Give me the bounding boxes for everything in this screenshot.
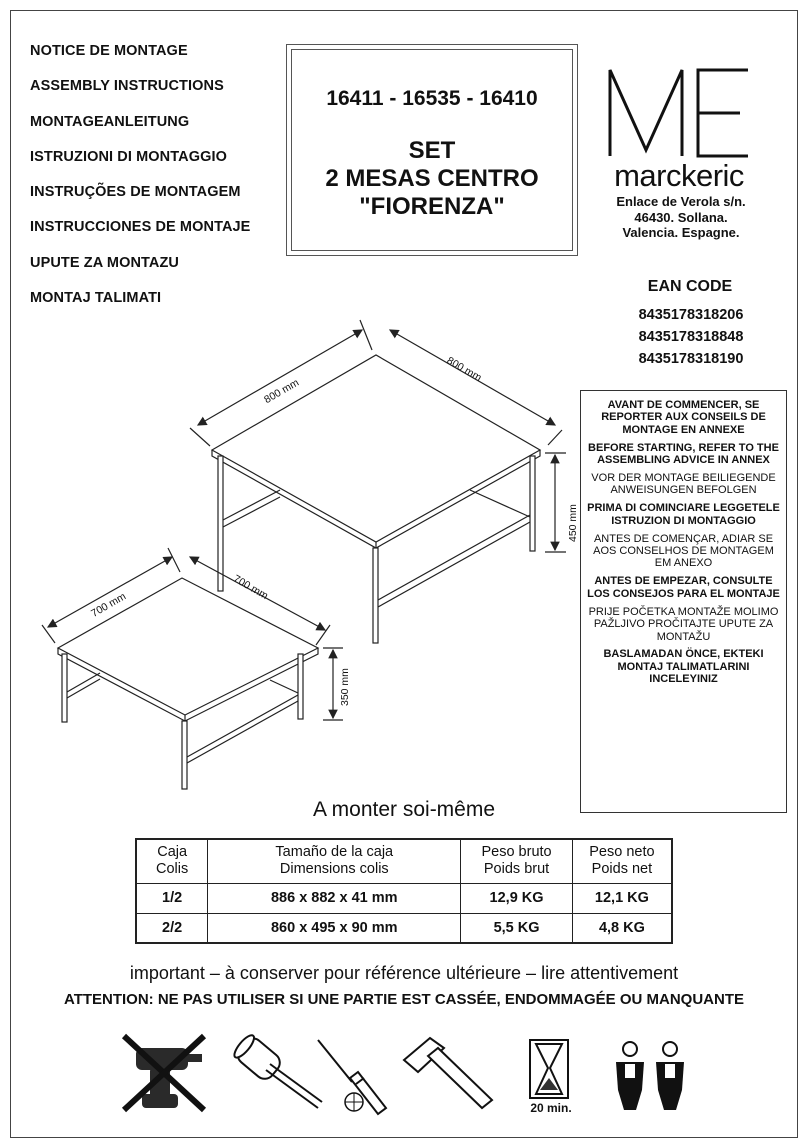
table-cell: 12,1 KG [572,883,672,913]
table-cell: 2/2 [136,913,208,943]
large-width-label: 800 mm [262,376,302,407]
tables-diagram [30,315,579,795]
notice-fr: AVANT DE COMMENCER, SE REPORTER AUX CONSEILS DE MONTAGE EN ANNEXE [601,399,766,436]
notice-de: VOR DER MONTAGE BEILIEGENDE ANWEISUNGEN BEFOLGEN [591,472,776,497]
brand-name: marckeric [614,158,744,193]
small-table-top [58,578,318,715]
product-codes: 16411 - 16535 - 16410 [326,87,538,110]
lang-es: INSTRUCCIONES DE MONTAJE [30,219,251,235]
lang-fr: NOTICE DE MONTAGE [30,43,188,59]
small-width-label: 700 mm [89,590,129,620]
table-header-row [136,839,672,883]
brand-address: Enlace de Verola s/n. 46430. Sollana. Valencia. Espagne. [616,194,746,240]
lang-pt: INSTRUÇÕES DE MONTAGEM [30,184,241,200]
ean-code: 8435178318848 [638,329,744,345]
ean-code: 8435178318190 [638,351,744,367]
small-height-label: 350 mm [339,668,351,706]
table-cell: 1/2 [136,883,208,913]
small-table-leg [298,654,303,719]
lang-en: ASSEMBLY INSTRUCTIONS [30,78,224,94]
notice-pt: ANTES DE COMENÇAR, ADIAR SE AOS CONSELHOS DE MONTAGEM EM ANEXO [593,532,774,570]
large-table-top [212,355,540,542]
large-table-leg [218,456,223,591]
ean-code: 8435178318206 [638,307,744,323]
header-cell: Tamaño de la caja Dimensions colis [208,839,461,883]
large-table-leg [530,456,535,551]
notice-it: PRIMA DI COMINCIARE LEGGETELE ISTRUZION DI MONTAGGIO [587,502,780,527]
lang-tr: MONTAJ TALIMATI [30,290,162,306]
notice-en: BEFORE STARTING, REFER TO THE ASSEMBLING ADVICE IN ANNEX [588,441,779,467]
notice-es: ANTES DE EMPEZAR, CONSULTE LOS CONSEJOS PARA EL MONTAJE [587,575,780,600]
small-table-leg [62,654,67,722]
important-note: important – à conserver pour référence ultérieure – lire attentivement [129,963,679,983]
time-estimate: 20 min. [530,1101,572,1115]
notice-tr: BASLAMADAN ÖNCE, EKTEKI MONTAJ TALIMATLARINI INCELEYINIZ [603,648,764,686]
product-title: SET 2 MESAS CENTRO "FIORENZA" [325,137,539,220]
small-depth-label: 700 mm [231,572,271,603]
no-power-drill-icon [118,1030,210,1115]
large-depth-label: 800 mm [444,354,484,384]
title-box [286,44,578,256]
ean-title: EAN CODE [647,278,733,295]
table-row [136,913,672,943]
two-persons-icon [610,1040,692,1112]
header-cell: Caja Colis [136,839,208,883]
self-assembly-label: A monter soi-même [312,798,496,821]
small-table-leg [182,721,187,789]
lang-de: MONTAGEANLEITUNG [30,114,190,130]
header-cell: Peso bruto Poids brut [461,839,573,883]
table-cell: 886 x 882 x 41 mm [208,883,461,913]
table-cell: 12,9 KG [461,883,573,913]
package-table [135,838,673,944]
hammer-icon [400,1034,495,1116]
large-table-leg [373,548,378,643]
notice-hr: PRIJE POČETKA MONTAŽE MOLIMO PAŽLJIVO PROČITAJTE UPUTE ZA MONTAŽU [588,605,779,643]
attention-warning: ATTENTION: NE PAS UTILISER SI UNE PARTIE EST CASSÉE, ENDOMMAGÉE OU MANQUANTE [63,991,745,1008]
brand-logo [598,66,760,158]
notice-box [580,390,787,813]
table-row [136,883,672,913]
hourglass-icon [528,1038,570,1100]
large-height-label: 450 mm [567,504,579,542]
table-cell: 860 x 495 x 90 mm [208,913,461,943]
table-cell: 5,5 KG [461,913,573,943]
screwdriver-icon [310,1036,390,1118]
table-cell: 4,8 KG [572,913,672,943]
lang-it: ISTRUZIONI DI MONTAGGIO [30,149,227,165]
header-cell: Peso neto Poids net [572,839,672,883]
lang-hr: UPUTE ZA MONTAZU [30,255,179,271]
